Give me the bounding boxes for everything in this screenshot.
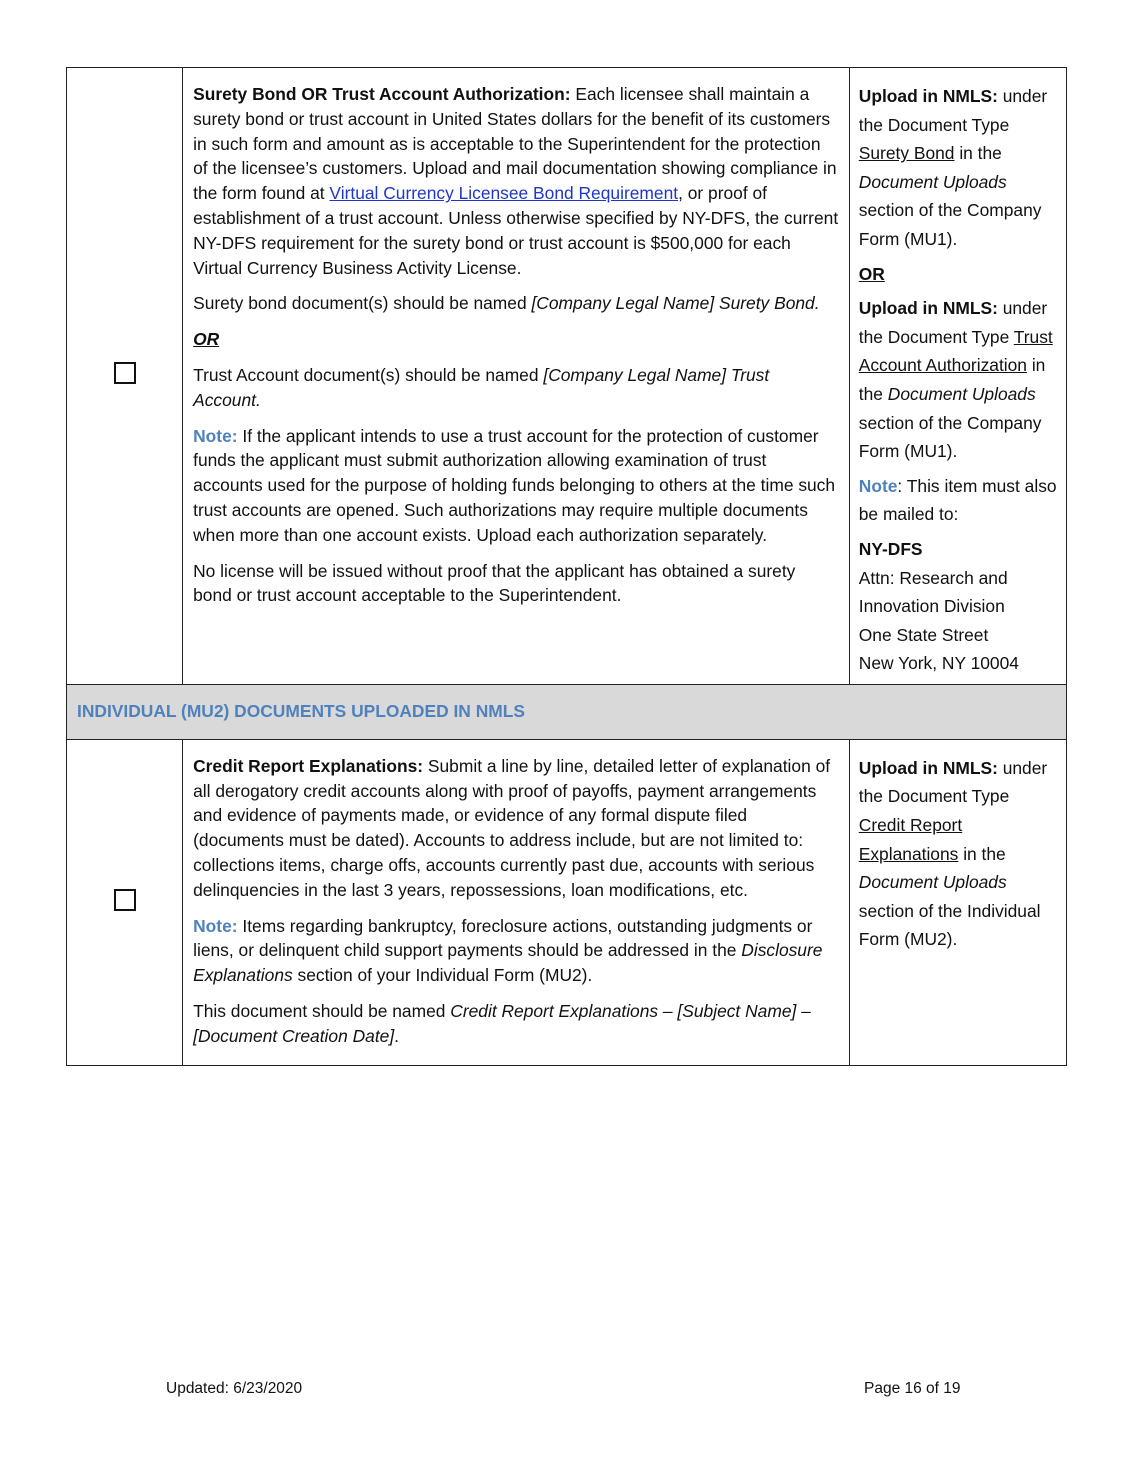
upload-instructions	[849, 68, 1066, 685]
side-or-separator: OR	[858, 263, 885, 284]
checklist-row-surety-bond	[67, 68, 1067, 685]
trust-naming-instruction: Trust Account document(s) should be named [Company Legal Name] Trust Account.	[193, 364, 770, 410]
checkbox-cell	[67, 68, 183, 685]
credit-report-note: Note: Items regarding bankruptcy, foreclosure actions, outstanding judgments or liens, or delinquent child support payments should be addressed in the Disclosure Explanations section of your Individual Form (MU2).	[193, 915, 823, 986]
surety-bond-checkbox[interactable]	[114, 362, 136, 384]
or-separator: OR	[193, 329, 220, 350]
note-label: Note:	[193, 425, 238, 446]
credit-report-naming: This document should be named Credit Report Explanations – [Subject Name] – [Document Creation Date].	[193, 1001, 811, 1046]
mail-note: Note: This item must also be mailed to:	[858, 475, 1057, 525]
credit-report-checkbox[interactable]	[114, 889, 136, 911]
upload-instruction-credit: Upload in NMLS: under the Document Type Credit Report Explanations in the Document Uploads section of the Individual Form (MU2).	[858, 757, 1048, 950]
section-header: INDIVIDUAL (MU2) DOCUMENTS UPLOADED IN NMLS	[67, 684, 1067, 739]
upload-instruction-trust: Upload in NMLS: under the Document Type Trust Account Authorization in the Document Uploads section of the Company Form (MU1).	[858, 298, 1053, 462]
surety-bond-intro: Surety Bond OR Trust Account Authorization: Each licensee shall maintain a surety bond or trust account in United States dollars for the benefit of its customers in such form and amount as is acceptable to the Superintendent for the protection of the licensee’s customers. Upload and mail documentation showing compliance in the form found at Virtual Currency Licensee Bond Requirement, or proof of establishment of a trust account. Unless otherwise specified by NY-DFS, the current NY-DFS requirement for the surety bond or trust account is $500,000 for each Virtual Currency Business Activity License.	[193, 84, 839, 278]
requirement-title: Credit Report Explanations:	[193, 755, 424, 776]
checkbox-cell	[67, 739, 183, 1065]
upload-instructions	[849, 739, 1066, 1065]
requirement-description	[183, 739, 850, 1065]
trust-note: Note: If the applicant intends to use a trust account for the protection of customer funds the applicant must submit authorization allowing examination of trust accounts used for the purpose of holding funds belonging to others at the time such trust accounts are opened. Such authorizations may require multiple documents when more than one account exists. Upload each authorization separately.	[193, 425, 836, 545]
footer-page-number: Page 16 of 19	[864, 1380, 961, 1397]
requirement-description	[183, 68, 850, 685]
note-label: Note:	[193, 915, 238, 936]
credit-report-intro: Credit Report Explanations: Submit a line by line, detailed letter of explanation of all derogatory credit accounts along with proof of payoffs, payment arrangements and evidence of payments made, or evidence of any formal dispute filed (documents must be dated). Accounts to address include, but are not limited to: collections items, charge offs, accounts currently past due, accounts with serious delinquencies in the last 3 years, repossessions, loan modifications, etc.	[193, 755, 831, 900]
section-header-row	[67, 684, 1067, 739]
checklist-row-credit-report	[67, 739, 1067, 1065]
bond-naming-instruction: Surety bond document(s) should be named [Company Legal Name] Surety Bond.	[193, 293, 820, 314]
checklist-table	[66, 67, 1067, 1066]
footer-updated-date: Updated: 6/23/2020	[166, 1380, 303, 1397]
requirement-title: Surety Bond OR Trust Account Authorization:	[193, 84, 571, 104]
mailing-address: NY-DFS Attn: Research and Innovation Division One State Street New York, NY 10004	[858, 538, 1019, 674]
bond-requirement-link[interactable]: Virtual Currency Licensee Bond Requirement	[329, 183, 679, 204]
upload-instruction-bond: Upload in NMLS: under the Document Type Surety Bond in the Document Uploads section of the Company Form (MU1).	[858, 86, 1048, 249]
closing-statement: No license will be issued without proof that the applicant has obtained a surety bond or trust account acceptable to the Superintendent.	[193, 560, 796, 606]
